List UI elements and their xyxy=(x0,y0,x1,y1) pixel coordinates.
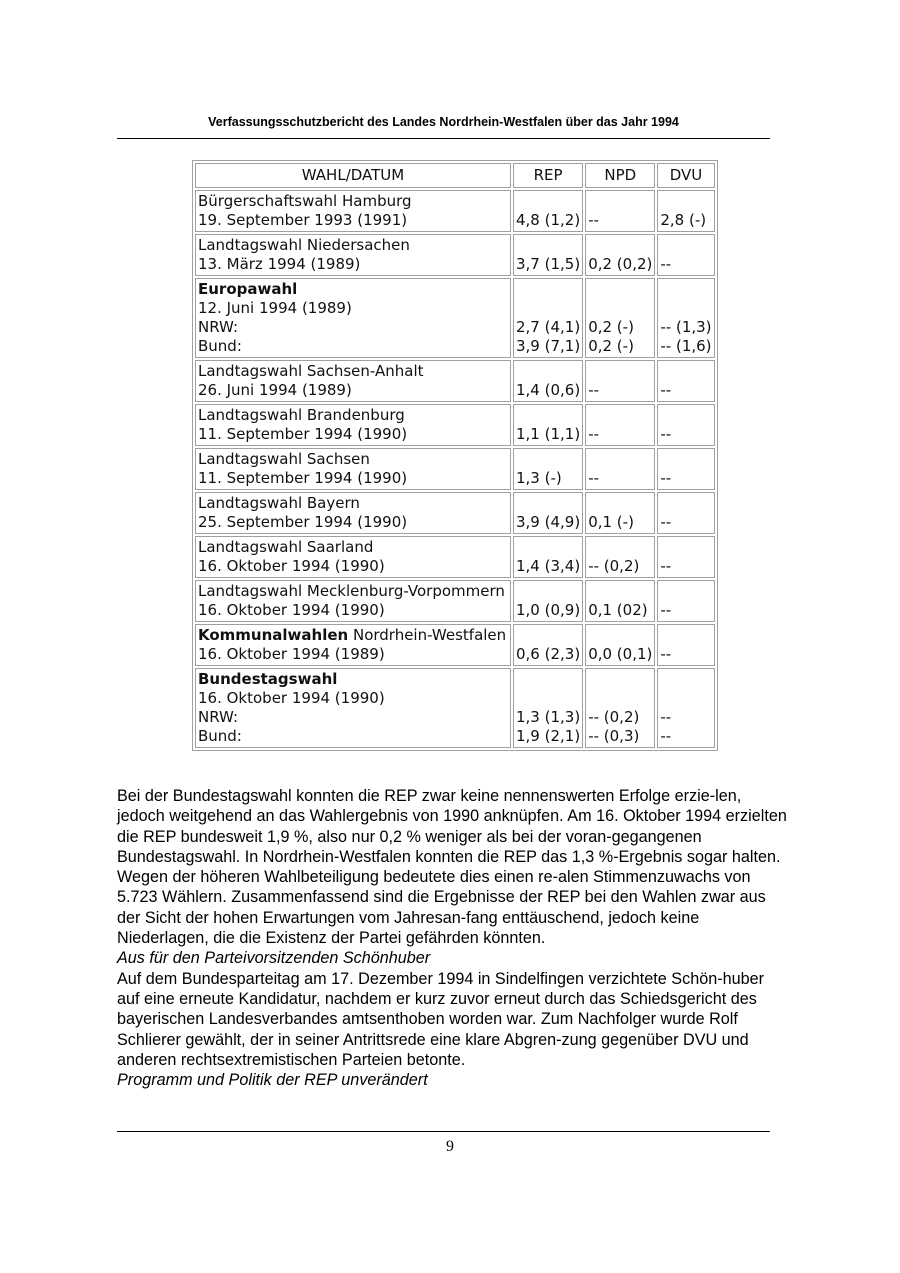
dvu-cell: -- xyxy=(657,448,714,490)
election-title: Landtagswahl Sachsen-Anhalt xyxy=(198,362,424,380)
election-cell xyxy=(195,492,511,534)
dvu-nrw-value: -- (1,3) xyxy=(660,318,712,336)
election-date: 19. September 1993 (1991) xyxy=(198,211,408,229)
election-title: Bundestagswahl xyxy=(198,670,338,688)
rep-bund-value: 3,9 (7,1) xyxy=(516,337,581,355)
npd-cell: -- xyxy=(585,404,655,446)
table-header-row xyxy=(195,163,715,188)
election-date: 26. Juni 1994 (1989) xyxy=(198,381,352,399)
dvu-cell: -- xyxy=(657,624,714,666)
election-title: Landtagswahl Niedersachen xyxy=(198,236,410,254)
election-date: 16. Oktober 1994 (1990) xyxy=(198,601,385,619)
table-row xyxy=(195,278,715,358)
table-row xyxy=(195,536,715,578)
rep-nrw-value: 1,3 (1,3) xyxy=(516,708,581,726)
column-header-wahl: WAHL/DATUM xyxy=(195,163,511,188)
npd-nrw-value: -- (0,2) xyxy=(588,708,640,726)
footer-rule xyxy=(117,1131,770,1132)
election-date: 12. Juni 1994 (1989) xyxy=(198,299,352,317)
election-cell xyxy=(195,278,511,358)
npd-cell: -- (0,2) xyxy=(585,536,655,578)
election-date: 16. Oktober 1994 (1990) xyxy=(198,689,385,707)
rep-cell: 3,7 (1,5) xyxy=(513,234,583,276)
election-cell xyxy=(195,580,511,622)
dvu-cell: 2,8 (-) xyxy=(657,190,714,232)
npd-nrw-value: 0,2 (-) xyxy=(588,318,634,336)
election-title-bold: Kommunalwahlen xyxy=(198,626,349,644)
election-date: 16. Oktober 1994 (1990) xyxy=(198,557,385,575)
body-text xyxy=(117,786,787,1090)
table-row xyxy=(195,360,715,402)
npd-cell: -- xyxy=(585,190,655,232)
dvu-cell xyxy=(657,278,714,358)
table-row xyxy=(195,492,715,534)
rep-cell: 4,8 (1,2) xyxy=(513,190,583,232)
election-cell xyxy=(195,190,511,232)
header-rule xyxy=(117,138,770,139)
rep-nrw-value: 2,7 (4,1) xyxy=(516,318,581,336)
page-header: Verfassungsschutzbericht des Landes Nordrhein-Westfalen über das Jahr 1994 xyxy=(208,115,679,129)
rep-bund-value: 1,9 (2,1) xyxy=(516,727,581,745)
dvu-cell xyxy=(657,668,714,748)
npd-cell: 0,2 (0,2) xyxy=(585,234,655,276)
nrw-label: NRW: xyxy=(198,318,239,336)
column-header-npd: NPD xyxy=(585,163,655,188)
election-cell xyxy=(195,624,511,666)
npd-bund-value: 0,2 (-) xyxy=(588,337,634,355)
dvu-cell: -- xyxy=(657,234,714,276)
table-row xyxy=(195,668,715,748)
npd-cell: -- xyxy=(585,360,655,402)
election-cell xyxy=(195,448,511,490)
npd-cell xyxy=(585,278,655,358)
dvu-cell: -- xyxy=(657,360,714,402)
bund-label: Bund: xyxy=(198,337,242,355)
table-row xyxy=(195,404,715,446)
election-title: Landtagswahl Brandenburg xyxy=(198,406,405,424)
election-results-table xyxy=(192,160,718,751)
npd-cell xyxy=(585,668,655,748)
election-date: 16. Oktober 1994 (1989) xyxy=(198,645,385,663)
dvu-nrw-value: -- xyxy=(660,708,672,726)
election-title: Landtagswahl Saarland xyxy=(198,538,374,556)
table-row xyxy=(195,190,715,232)
rep-cell: 3,9 (4,9) xyxy=(513,492,583,534)
column-header-dvu: DVU xyxy=(657,163,714,188)
election-title-rest: Nordrhein-Westfalen xyxy=(348,626,507,644)
rep-cell: 1,3 (-) xyxy=(513,448,583,490)
election-cell xyxy=(195,536,511,578)
dvu-bund-value: -- xyxy=(660,727,672,745)
npd-cell: 0,1 (02) xyxy=(585,580,655,622)
table-row xyxy=(195,448,715,490)
election-date: 11. September 1994 (1990) xyxy=(198,425,408,443)
election-title: Landtagswahl Bayern xyxy=(198,494,360,512)
bund-label: Bund: xyxy=(198,727,242,745)
column-header-rep: REP xyxy=(513,163,583,188)
election-cell xyxy=(195,360,511,402)
rep-cell: 1,1 (1,1) xyxy=(513,404,583,446)
election-cell xyxy=(195,668,511,748)
paragraph: Auf dem Bundesparteitag am 17. Dezember 1994 in Sindelfingen verzichtete Schön-huber auf eine erneute Kandidatur, nachdem er kurz zuvor erneut durch das Schiedsgericht des bayerischen Landesverbandes amtsenthoben worden war. Zum Nachfolger wurde Rolf Schlierer gewählt, der in seiner Antrittsrede eine klare Abgren-zung gegenüber DVU und anderen rechtsextremistischen Parteien betonte. xyxy=(117,969,764,1069)
election-date: 25. September 1994 (1990) xyxy=(198,513,408,531)
election-title: Landtagswahl Mecklenburg-Vorpommern xyxy=(198,582,505,600)
election-cell xyxy=(195,404,511,446)
subheading: Programm und Politik der REP unverändert xyxy=(117,1071,428,1090)
rep-cell: 1,4 (3,4) xyxy=(513,536,583,578)
rep-cell xyxy=(513,668,583,748)
rep-cell: 0,6 (2,3) xyxy=(513,624,583,666)
rep-cell: 1,0 (0,9) xyxy=(513,580,583,622)
dvu-bund-value: -- (1,6) xyxy=(660,337,712,355)
rep-cell: 1,4 (0,6) xyxy=(513,360,583,402)
npd-bund-value: -- (0,3) xyxy=(588,727,640,745)
npd-cell: -- xyxy=(585,448,655,490)
dvu-cell: -- xyxy=(657,580,714,622)
dvu-cell: -- xyxy=(657,492,714,534)
election-title: Bürgerschaftswahl Hamburg xyxy=(198,192,412,210)
table-row xyxy=(195,624,715,666)
rep-cell xyxy=(513,278,583,358)
table-row xyxy=(195,580,715,622)
npd-cell: 0,0 (0,1) xyxy=(585,624,655,666)
election-date: 13. März 1994 (1989) xyxy=(198,255,361,273)
election-title: Landtagswahl Sachsen xyxy=(198,450,370,468)
table-row xyxy=(195,234,715,276)
dvu-cell: -- xyxy=(657,536,714,578)
subheading: Aus für den Parteivorsitzenden Schönhuber xyxy=(117,949,431,968)
dvu-cell: -- xyxy=(657,404,714,446)
election-title: Europawahl xyxy=(198,280,298,298)
nrw-label: NRW: xyxy=(198,708,239,726)
paragraph: Bei der Bundestagswahl konnten die REP zwar keine nennenswerten Erfolge erzie-len, jedoch weitgehend an das Wahlergebnis von 1990 anknüpfen. Am 16. Oktober 1994 erzielten die REP bundesweit 1,9 %, also nur 0,2 % weniger als bei der voran-gegangenen Bundestagswahl. In Nordrhein-Westfalen konnten die REP das 1,3 %-Ergebnis sogar halten. Wegen der höheren Wahlbeteiligung bedeutete dies einen re-alen Stimmenzuwachs von 5.723 Wählern. Zusammenfassend sind die Ergebnisse der REP bei den Wahlen zwar aus der Sicht der hohen Erwartungen vom Jahresan-fang enttäuschend, jedoch keine Niederlagen, die die Existenz der Partei gefährden könnten. xyxy=(117,787,787,948)
election-cell xyxy=(195,234,511,276)
npd-cell: 0,1 (-) xyxy=(585,492,655,534)
election-date: 11. September 1994 (1990) xyxy=(198,469,408,487)
page-number: 9 xyxy=(446,1138,454,1155)
